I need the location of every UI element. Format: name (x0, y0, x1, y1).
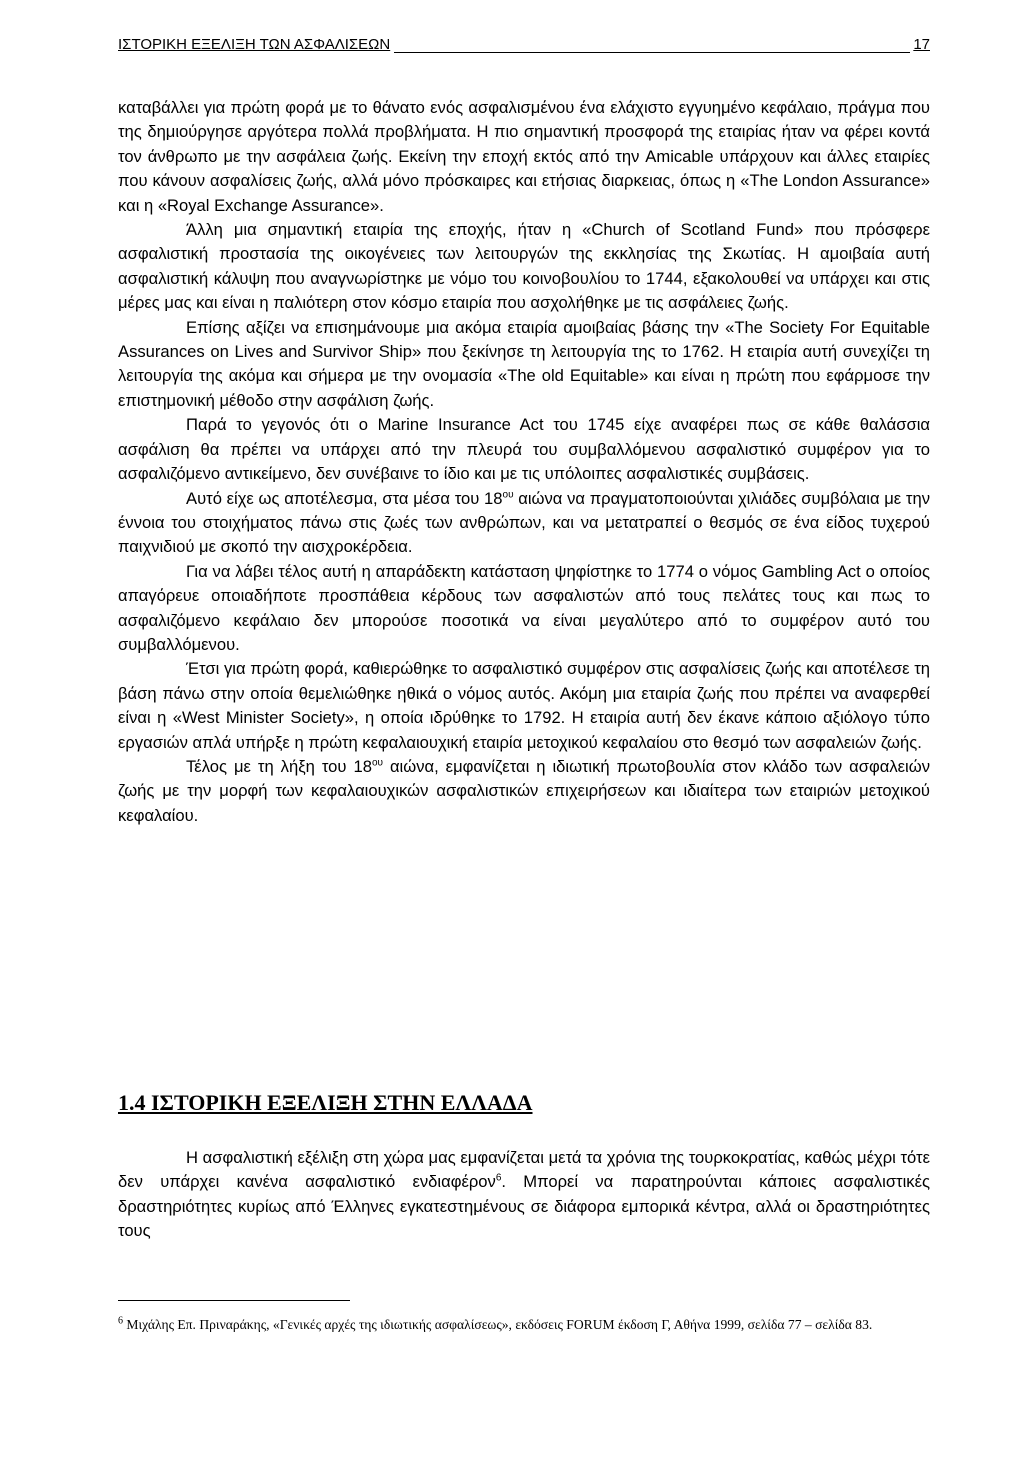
header-title: ΙΣΤΟΡΙΚΗ ΕΞΕΛΙΞΗ ΤΩΝ ΑΣΦΑΛΙΣΕΩΝ (118, 36, 394, 53)
paragraph-7: Έτσι για πρώτη φορά, καθιερώθηκε το ασφαλιστικό συμφέρον στις ασφαλίσεις ζωής και αποτέλεσε τη βάση πάνω στην οποία θεμελιώθηκε ηθικά ο νόμος αυτός. Ακόμη μια εταιρία ζωής που πρέπει να αναφερθεί είναι η «West Minister Society», η οποία ιδρύθηκε το 1792. Η εταιρία αυτή δεν έκανε κάποιο αξιόλογο τύπο εργασιών απλά υπήρξε η πρώτη κεφαλαιουχική εταιρία μετοχικού κεφαλαίου στο θεσμό των ασφαλειών ζωής. (118, 659, 930, 752)
section-body (118, 1146, 930, 1244)
footnote-text: Μιχάλης Επ. Πριναράκης, «Γενικές αρχές της ιδιωτικής ασφαλίσεως», εκδόσεις FORUM έκδοση Γ, Αθήνα 1999, σελίδα 77 – σελίδα 83. (123, 1317, 873, 1332)
ordinal-superscript: ου (371, 757, 383, 769)
section-paragraph-text: Η ασφαλιστική εξέλιξη στη χώρα μας εμφανίζεται μετά τα χρόνια της τουρκοκρατίας, καθώς μέχρι τότε δεν υπάρχει κανένα ασφαλιστικό ενδιαφέρον (118, 1148, 930, 1192)
section-paragraph-text-end: . Μπορεί να παρατηρούνται κάποιες ασφαλιστικές δραστηριότητες κυρίως από Έλληνες εγκατεστημένους σε διάφορα εμπορικά κέντρα, αλλά οι δραστηριότητες τους (118, 1172, 930, 1241)
paragraph-2: Άλλη μια σημαντική εταιρία της εποχής, ήταν η «Church of Scotland Fund» που πρόσφερε ασφαλιστική προστασία της οικογένειες των λειτουργών της εκκλησίας της Σκωτίας. Η αμοιβαία αυτή ασφαλιστική κάλυψη που αναγνωρίστηκε με νόμο του κοινοβουλίου το 1744, εξακολουθεί να υπάρχει και στις μέρες μας και είναι η παλιότερη στον κόσμο εταιρία που ασχολήθηκε με τις ασφάλειες ζωής. (118, 220, 930, 313)
paragraph-3: Επίσης αξίζει να επισημάνουμε μια ακόμα εταιρία αμοιβαίας βάσης την «The Society For Equitable Assurances on Lives and Survivor Ship» που ξεκίνησε τη λειτουργία της το 1762. Η εταιρία αυτή συνεχίζει τη λειτουργία της ακόμα και σήμερα με την ονομασία «The old Equitable» και είναι η πρώτη που εφάρμοσε την επιστημονική μέθοδο στην ασφάλιση ζωής. (118, 317, 930, 410)
paragraph-6: Για να λάβει τέλος αυτή η απαράδεκτη κατάσταση ψηφίστηκε το 1774 ο νόμος Gambling Act ο οποίος απαγόρευε οποιαδήποτε προσπάθεια κέρδους των ασφαλιστών από τους πελάτες τους και πως το ασφαλιζόμενο κεφάλαιο δεν μπορούσε ποσοτικά να είναι μεγαλύτερο από το συμφέρον αυτό του συμβαλλόμενου. (118, 561, 930, 654)
paragraph-8 (118, 755, 930, 828)
footnote (118, 1314, 930, 1335)
footnote-marker: 6 (118, 1315, 123, 1327)
section-paragraph (118, 1146, 930, 1244)
footnote-divider (118, 1300, 350, 1301)
paragraph-4: Παρά το γεγονός ότι ο Marine Insurance Act του 1745 είχε αναφέρει πως σε κάθε θαλάσσια ασφάλιση θα πρέπει να υπάρχει από την πλευρά του συμβαλλόμενου ασφαλιστικό συμφέρον για το ασφαλιζόμενο αντικείμενο, δεν συνέβαινε το ίδιο και με τις υπόλοιπες ασφαλιστικές συμβάσεις. (118, 415, 930, 484)
footnote-reference[interactable]: 6 (495, 1172, 502, 1184)
body-text (118, 96, 930, 828)
paragraph-5-text: Αυτό είχε ως αποτέλεσμα, στα μέσα του 18 (186, 488, 503, 508)
paragraph-5 (118, 487, 930, 560)
paragraph-8-text: Τέλος με τη λήξη του 18 (186, 756, 372, 776)
paragraph-1: καταβάλλει για πρώτη φορά με το θάνατο ενός ασφαλισμένου ένα ελάχιστο εγγυημένο κεφάλαιο, πράγμα που της δημιούργησε αργότερα πολλά προβλήματα. Η πιο σημαντική προσφορά της εταιρίας ήταν να φέρει κοντά τον άνθρωπο με την ασφάλεια ζωής. Εκείνη την εποχή εκτός από την Amicable υπάρχουν και άλλες εταιρίες που κάνουν ασφαλίσεις ζωής, αλλά μόνο πρόσκαιρες και ετήσιας διαρκειας, όπως η «The London Assurance» και η «Royal Exchange Assurance». (118, 98, 930, 215)
section-heading: 1.4 ΙΣΤΟΡΙΚΗ ΕΞΕΛΙΞΗ ΣΤΗΝ ΕΛΛΑΔΑ (118, 1090, 533, 1115)
ordinal-superscript: ου (502, 488, 514, 500)
page-number: 17 (913, 36, 930, 53)
paragraph-8-text-end: αιώνα, εμφανίζεται η ιδιωτική πρωτοβουλία στον κλάδο των ασφαλειών ζωής με την μορφή των κεφαλαιουχικών ασφαλιστικών επιχειρήσεων και ιδιαίτερα των εταιριών μετοχικού κεφαλαίου. (118, 756, 930, 825)
running-header (118, 36, 930, 56)
paragraph-5-text-end: αιώνα να πραγματοποιούνται χιλιάδες συμβόλαια με την έννοια του στοιχήματος πάνω στις ζωές των ανθρώπων, και να μετατραπεί ο θεσμός σε ένα είδος τυχερού παιχνιδιού με σκοπό την αισχροκέρδεια. (118, 488, 930, 557)
